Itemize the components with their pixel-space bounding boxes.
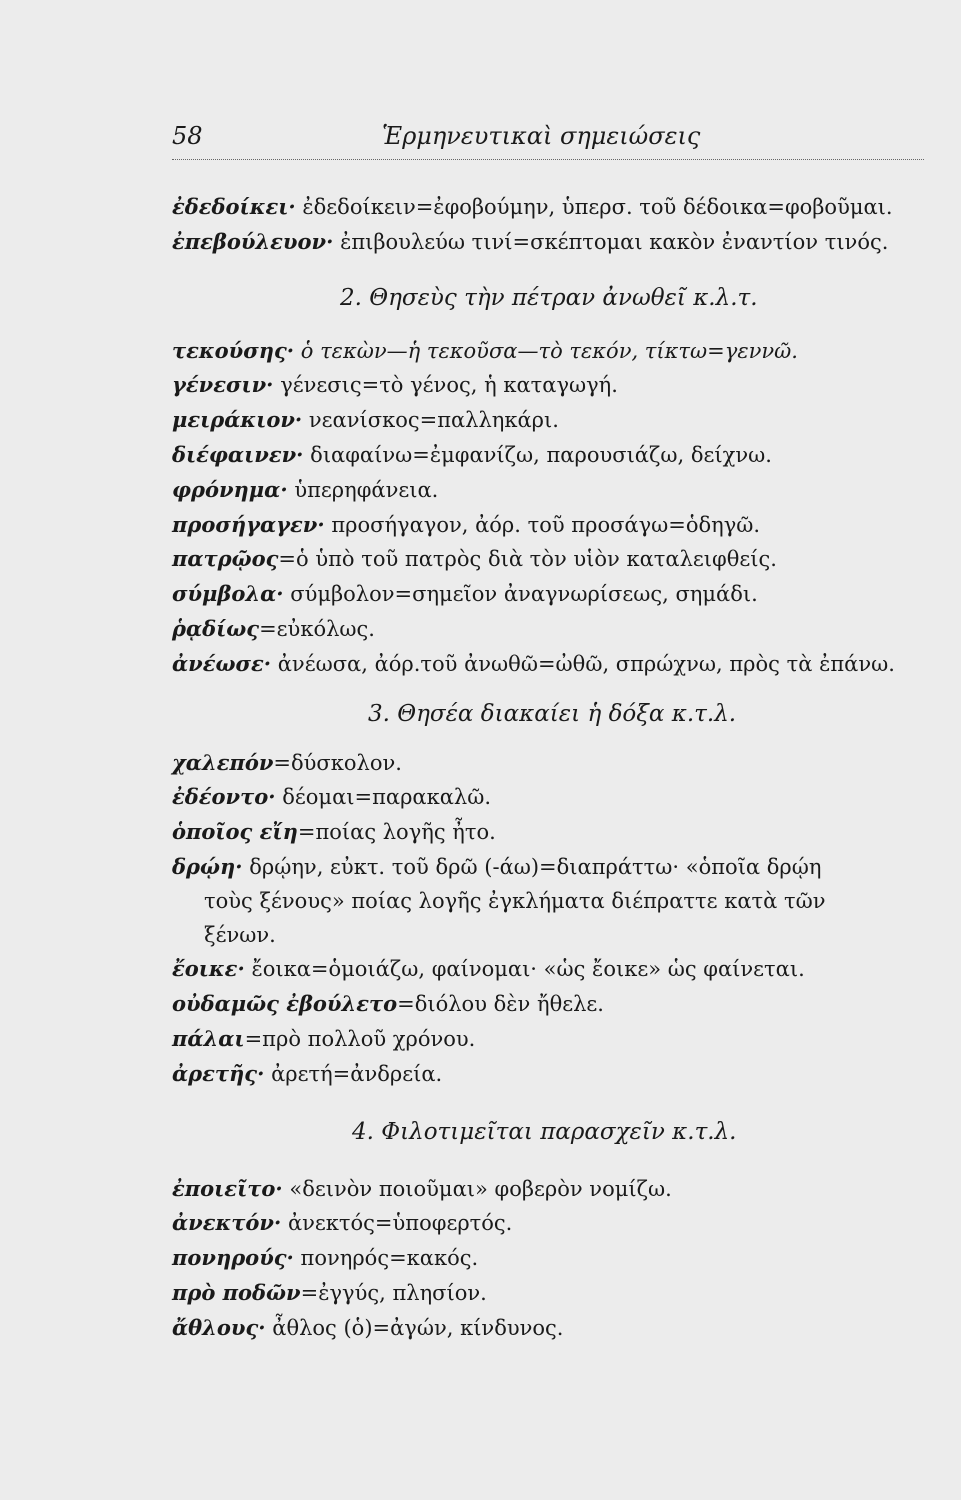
entry [172, 1022, 932, 1057]
page-header [172, 122, 924, 162]
entry-lemma: ἔοικε· [172, 956, 245, 982]
entry-gloss: δέομαι=παρακαλῶ. [282, 785, 492, 810]
entry [172, 1172, 932, 1207]
entry-lemma: διέφαινεν· [172, 441, 304, 467]
entry [172, 952, 932, 987]
entry [172, 987, 932, 1022]
entry-gloss: ἀνεκτός=ὑποφερτός. [287, 1211, 513, 1236]
entry-gloss: =πρὸ πολλοῦ χρόνου. [244, 1026, 476, 1051]
entry [172, 403, 932, 438]
entry-lemma: πατρῷος [172, 546, 279, 572]
entry-gloss: ἀνέωσα, ἀόρ.τοῦ ἀνωθῶ=ὠθῶ, σπρώχνω, πρὸς τὰ ἐπάνω. [277, 651, 895, 676]
entry-gloss: νεανίσκος=παλληκάρι. [308, 408, 559, 433]
entry [172, 368, 932, 403]
entries-block-1 [172, 190, 932, 260]
entry-gloss: ἆθλος (ὁ)=ἀγών, κίνδυνος. [272, 1315, 564, 1340]
entry-lemma: οὐδαμῶς ἐβούλετο [172, 991, 398, 1017]
entry-lemma: προσήγαγεν· [172, 511, 325, 537]
entry [172, 1057, 932, 1092]
page-number: 58 [172, 122, 203, 150]
entry [172, 1311, 932, 1346]
entry-lemma: τεκούσης· [172, 337, 295, 363]
entry-gloss: ἀρετή=ἀνδρεία. [271, 1061, 443, 1086]
entry-gloss: =ἐγγύς, πλησίον. [300, 1280, 487, 1305]
section-heading-3: 3. Θησέα διακαίει ἡ δόξα κ.τ.λ. [368, 700, 737, 727]
entry-gloss: =εὐκόλως. [259, 616, 375, 641]
entries-block-2 [172, 334, 932, 682]
header-rule [172, 159, 924, 160]
entry-gloss: δρῴην, εὐκτ. τοῦ δρῶ (-άω)=διαπράττω· «ὁποῖα δρῴη [249, 854, 822, 879]
entry-gloss: ἐπιβουλεύω τινί=σκέπτομαι κακὸν ἐναντίον τινός. [340, 229, 889, 254]
entry-gloss: =ὁ ὑπὸ τοῦ πατρὸς διὰ τὸν υἱὸν καταλειφθείς. [278, 547, 777, 572]
section-heading-2: 2. Θησεὺς τὴν πέτραν ἀνωθεῖ κ.λ.τ. [340, 284, 758, 311]
entry [172, 780, 932, 815]
entry-gloss: ἔοικα=ὁμοιάζω, φαίνομαι· «ὡς ἔοικε» ὡς φαίνεται. [251, 957, 805, 982]
entry [172, 1206, 932, 1241]
entry-lemma: πονηρούς· [172, 1245, 294, 1271]
entry [172, 647, 932, 682]
entry-lemma: ῥᾳδίως [172, 615, 260, 641]
entry [172, 577, 932, 612]
entry-lemma: ἐπεβούλευον· [172, 228, 334, 254]
entry-lemma: μειράκιον· [172, 407, 303, 433]
entry [172, 850, 932, 885]
entry-gloss: =διόλου δὲν ἤθελε. [397, 992, 604, 1017]
entry-lemma: γένεσιν· [172, 372, 274, 398]
entry-lemma: πρὸ ποδῶν [172, 1279, 301, 1305]
section-heading-4: 4. Φιλοτιμεῖται παρασχεῖν κ.τ.λ. [352, 1118, 737, 1145]
entry-gloss: προσήγαγον, ἀόρ. τοῦ προσάγω=ὁδηγῶ. [331, 512, 761, 537]
entries-block-4 [172, 1172, 932, 1346]
entry-gloss: διαφαίνω=ἐμφανίζω, παρουσιάζω, δείχνω. [310, 442, 772, 467]
entry-gloss: γένεσις=τὸ γένος, ἡ καταγωγή. [280, 373, 618, 398]
entry-lemma: πάλαι [172, 1025, 245, 1051]
entry-gloss: σύμβολον=σημεῖον ἀναγνωρίσεως, σημάδι. [290, 582, 758, 607]
entry-gloss: =δύσκολον. [273, 750, 402, 775]
entry [172, 815, 932, 850]
entry [172, 190, 932, 225]
entry-gloss: ὑπερηφάνεια. [294, 477, 439, 502]
entry-continuation: ξένων. [204, 922, 276, 947]
entry [172, 1241, 932, 1276]
entry [172, 508, 932, 543]
entries-block-3 [172, 746, 932, 1092]
running-title: Ἑρμηνευτικαὶ σημειώσεις [382, 122, 701, 150]
entry-gloss: ἐδεδοίκειν=ἐφοβούμην, ὑπερσ. τοῦ δέδοικα=φοβοῦμαι. [302, 195, 893, 219]
entry-lemma: φρόνημα· [172, 476, 288, 502]
entry-gloss: «δεινὸν ποιοῦμαι» φοβερὸν νομίζω. [289, 1176, 672, 1201]
entry-gloss: πονηρός=κακός. [300, 1246, 479, 1271]
entry [172, 1276, 932, 1311]
entry [172, 334, 932, 369]
entry-lemma: ἀνέωσε· [172, 650, 272, 676]
entry-lemma: ὁποῖος εἴη [172, 819, 298, 845]
page-body [172, 190, 932, 1346]
entry-lemma: ἐποιεῖτο· [172, 1175, 283, 1201]
entry-lemma: δρῴη· [172, 853, 243, 879]
entry-lemma: χαλεπόν [172, 749, 274, 775]
entry [172, 612, 932, 647]
entry-gloss: ὁ τεκὼν—ἡ τεκοῦσα—τὸ τεκόν, τίκτω=γεννῶ. [300, 338, 798, 363]
entry-lemma: ἐδέοντο· [172, 784, 276, 810]
entry-lemma: ἄθλους· [172, 1314, 266, 1340]
entry [172, 438, 932, 473]
entry [172, 225, 932, 260]
entry-gloss: =ποίας λογῆς ἦτο. [297, 820, 496, 845]
entry-lemma: ἀνεκτόν· [172, 1210, 282, 1236]
entry-lemma: ἐδεδοίκει· [172, 194, 296, 219]
entry-lemma: σύμβολα· [172, 581, 284, 607]
entry [172, 542, 932, 577]
entry-continuation: τοὺς ξένους» ποίας λογῆς ἐγκλήματα διέπραττε κατὰ τῶν [204, 888, 826, 913]
entry [172, 746, 932, 781]
entry [172, 473, 932, 508]
entry-lemma: ἀρετῆς· [172, 1060, 265, 1086]
